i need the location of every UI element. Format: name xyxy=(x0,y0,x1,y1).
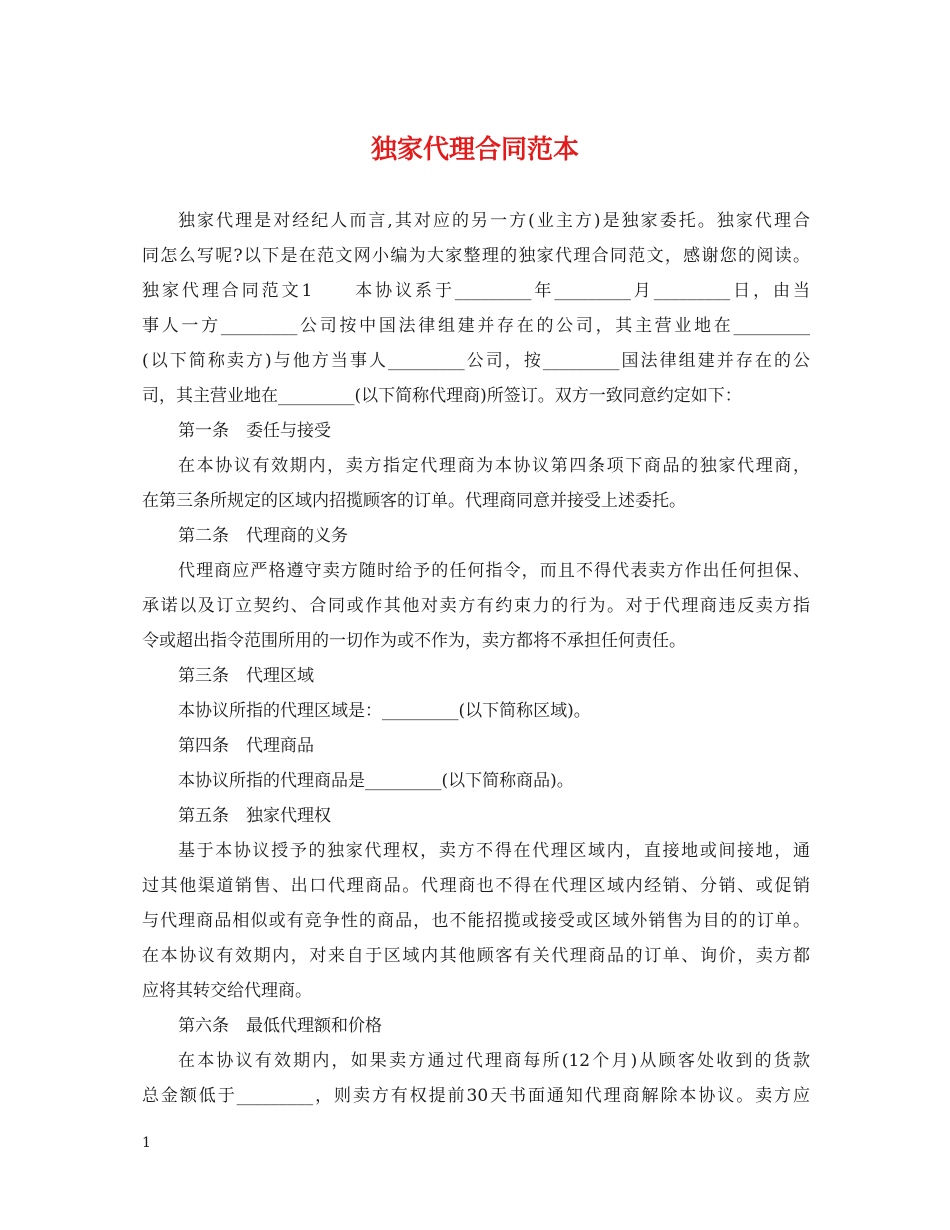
body-line: 与代理商品相似或有竞争性的商品，也不能招揽或接受或区域外销售为目的的订单。 xyxy=(142,911,810,931)
body-line: 第四条 代理商品 xyxy=(178,736,314,756)
body-line: 在本协议有效期内，卖方指定代理商为本协议第四条项下商品的独家代理商， xyxy=(178,456,810,476)
body-line: 第一条 委任与接受 xyxy=(178,421,331,441)
document-body xyxy=(142,204,810,1114)
body-line: 在本协议有效期内，如果卖方通过代理商每所(12个月)从顾客处收到的货款 xyxy=(178,1051,810,1071)
body-line: 事人一方_________公司按中国法律组建并存在的公司，其主营业地在_________ xyxy=(142,316,810,336)
body-line: 独家代理合同范文1 本协议系于_________年_________月_________日，由当 xyxy=(142,281,810,301)
body-line: 令或超出指令范围所用的一切作为或不作为，卖方都将不承担任何责任。 xyxy=(142,631,686,651)
body-line: 独家代理是对经纪人而言,其对应的另一方(业主方)是独家委托。独家代理合 xyxy=(178,211,810,231)
body-line: 在本协议有效期内，对来自于区域内其他顾客有关代理商品的订单、询价，卖方都 xyxy=(142,946,810,966)
body-line: 总金额低于_________，则卖方有权提前30天书面通知代理商解除本协议。卖方应 xyxy=(142,1086,810,1106)
body-line: (以下简称卖方)与他方当事人_________公司，按_________国法律组建并存在的公 xyxy=(142,351,810,371)
body-line: 代理商应严格遵守卖方随时给予的任何指令，而且不得代表卖方作出任何担保、 xyxy=(178,561,810,581)
body-line: 应将其转交给代理商。 xyxy=(142,981,312,1001)
body-line: 第五条 独家代理权 xyxy=(178,806,331,826)
body-line: 本协议所指的代理商品是_________(以下简称商品)。 xyxy=(178,771,574,791)
body-line: 在第三条所规定的区域内招揽顾客的订单。代理商同意并接受上述委托。 xyxy=(142,491,686,511)
body-line: 基于本协议授予的独家代理权，卖方不得在代理区域内，直接地或间接地，通 xyxy=(178,841,810,861)
page-number: 1 xyxy=(142,1135,151,1151)
body-line: 第三条 代理区域 xyxy=(178,666,314,686)
body-line: 承诺以及订立契约、合同或作其他对卖方有约束力的行为。对于代理商违反卖方指 xyxy=(142,596,810,616)
body-line: 过其他渠道销售、出口代理商品。代理商也不得在代理区域内经销、分销、或促销 xyxy=(142,876,810,896)
body-line: 第二条 代理商的义务 xyxy=(178,526,348,546)
body-line: 司，其主营业地在_________(以下简称代理商)所签订。双方一致同意约定如下： xyxy=(142,386,742,406)
body-line: 第六条 最低代理额和价格 xyxy=(178,1016,382,1036)
body-line: 同怎么写呢?以下是在范文网小编为大家整理的独家代理合同范文，感谢您的阅读。 xyxy=(142,246,810,266)
body-line: 本协议所指的代理区域是：_________(以下简称区域)。 xyxy=(178,701,591,721)
document-title: 独家代理合同范本 xyxy=(370,135,579,165)
